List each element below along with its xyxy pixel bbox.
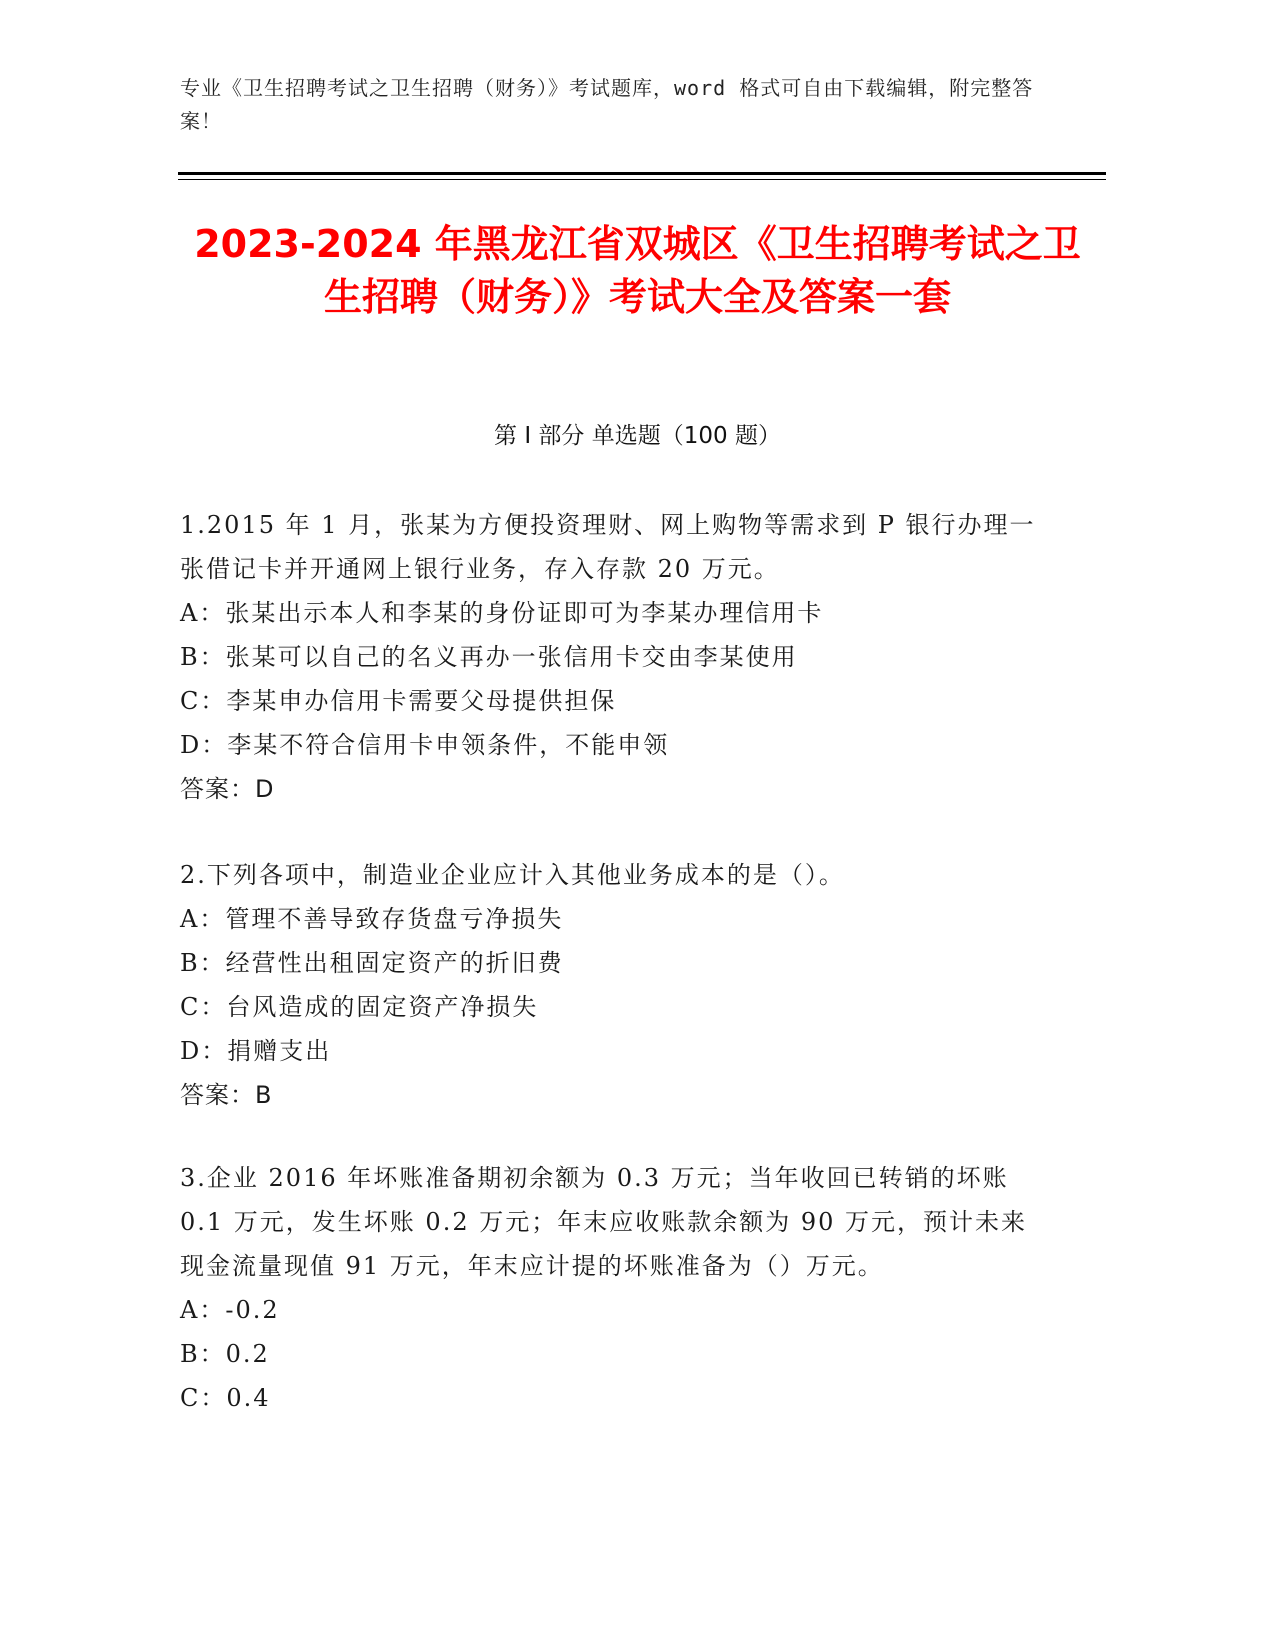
document-header-note: 专业《卫生招聘考试之卫生招聘（财务）》考试题库，word 格式可自由下载编辑，附完整答案！	[180, 76, 1034, 133]
question-item	[180, 853, 1040, 1117]
question-stem: 3.企业 2016 年坏账准备期初余额为 0.3 万元；当年收回已转销的坏账 0.1 万元，发生坏账 0.2 万元；年末应收账款余额为 90 万元，预计未来现金流量现值 91 万元，年末应计提的坏账准备为（）万元。	[180, 1164, 1028, 1280]
document-title: 2023-2024 年黑龙江省双城区《卫生招聘考试之卫生招聘（财务）》考试大全及答案一套	[194, 222, 1081, 319]
section-heading: 第 I 部分 单选题（100 题）	[494, 423, 781, 449]
option-b: B：经营性出租固定资产的折旧费	[180, 949, 564, 977]
question-item	[180, 1156, 1040, 1420]
question-item	[180, 503, 1040, 811]
option-c: C：0.4	[180, 1384, 271, 1412]
option-d: D：李某不符合信用卡申领条件，不能申领	[180, 731, 670, 759]
answer-line: 答案：B	[180, 1081, 273, 1109]
option-c: C：台风造成的固定资产净损失	[180, 993, 539, 1021]
option-b: B：张某可以自己的名义再办一张信用卡交由李某使用	[180, 643, 798, 671]
option-a: A：管理不善导致存货盘亏净损失	[180, 905, 564, 933]
header-divider-thick	[178, 172, 1106, 175]
answer-line: 答案：D	[180, 775, 275, 803]
question-stem: 2.下列各项中，制造业企业应计入其他业务成本的是（）。	[180, 861, 845, 889]
header-divider-thin	[178, 179, 1106, 180]
option-b: B：0.2	[180, 1340, 270, 1368]
question-stem: 1.2015 年 1 月，张某为方便投资理财、网上购物等需求到 P 银行办理一张借记卡并开通网上银行业务，存入存款 20 万元。	[180, 511, 1036, 583]
option-c: C：李某申办信用卡需要父母提供担保	[180, 687, 617, 715]
option-a: A：张某出示本人和李某的身份证即可为李某办理信用卡	[180, 599, 824, 627]
option-d: D：捐赠支出	[180, 1037, 332, 1065]
option-a: A：-0.2	[180, 1296, 280, 1324]
